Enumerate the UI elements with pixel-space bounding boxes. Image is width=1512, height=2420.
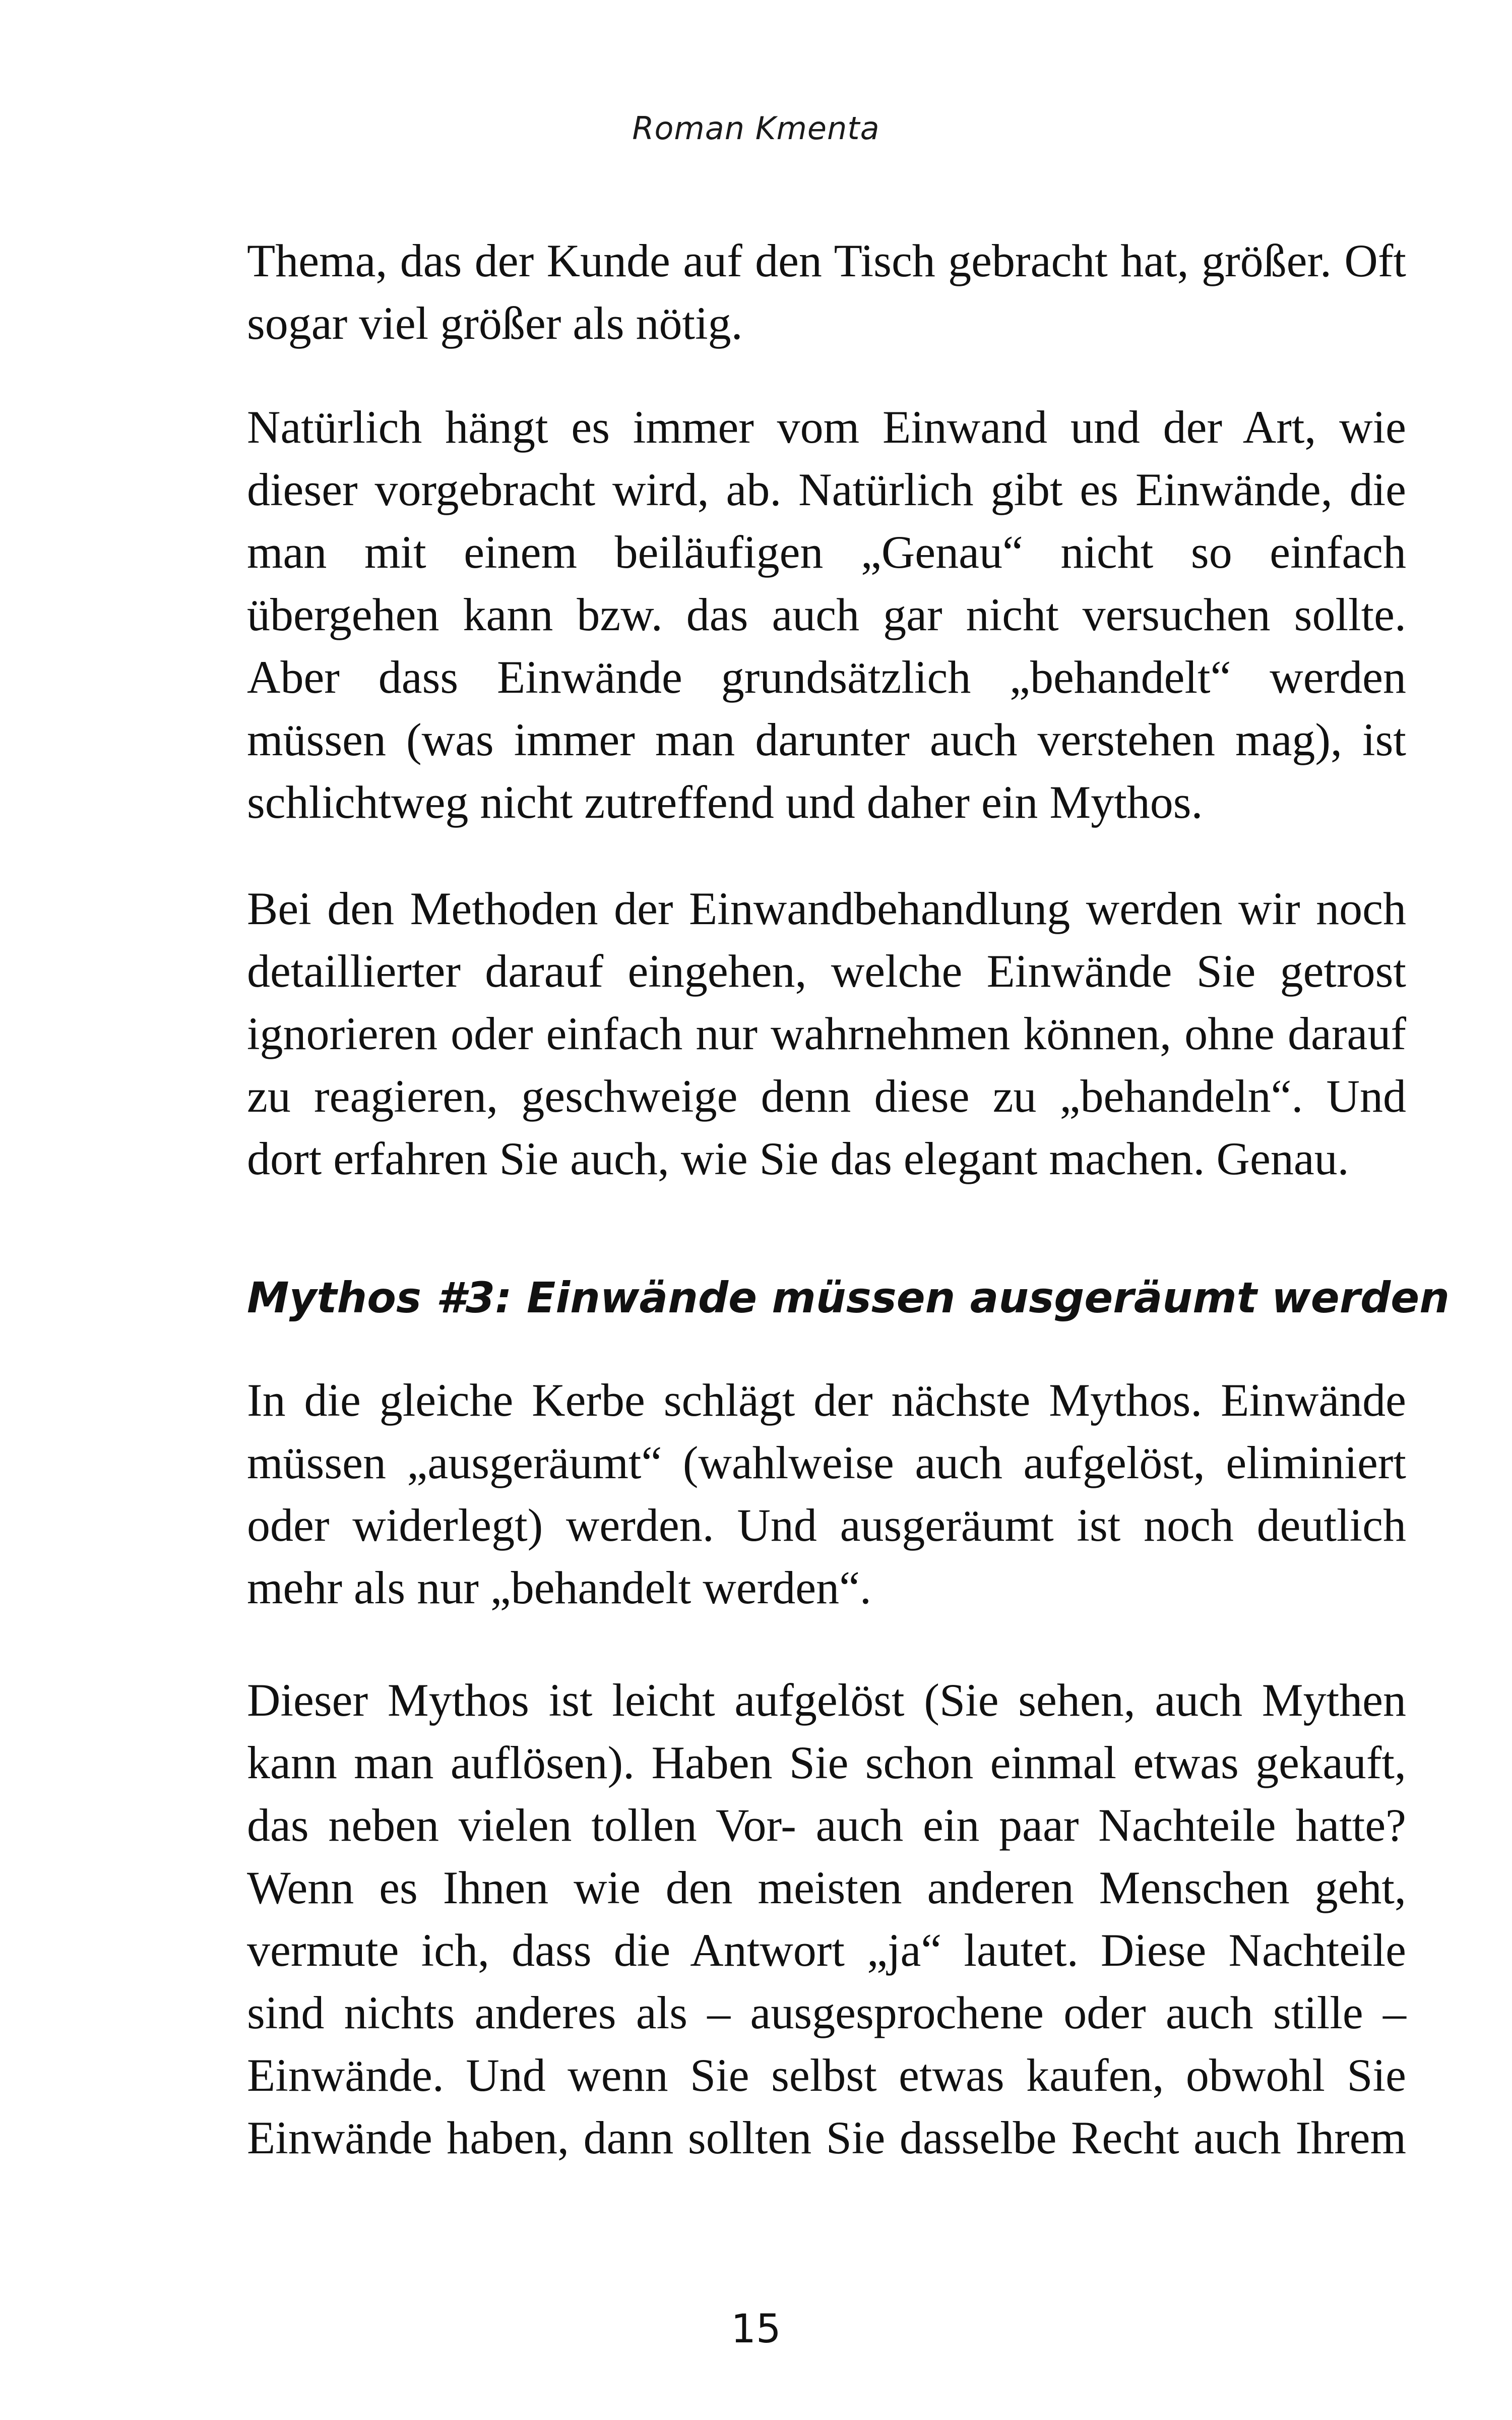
section-heading: Mythos #3: Einwände müssen ausgeräumt werden bbox=[247, 1273, 1450, 1322]
text-line: sind nichts anderes als – ausgesprochene oder auch stille – bbox=[247, 1987, 1406, 2038]
text-line: müssen (was immer man darunter auch verstehen mag), ist bbox=[247, 714, 1406, 765]
text-line: Wenn es Ihnen wie den meisten anderen Menschen geht, bbox=[247, 1862, 1406, 1913]
text-line: Dieser Mythos ist leicht aufgelöst (Sie sehen, auch Mythen bbox=[247, 1674, 1406, 1726]
text-line: mehr als nur „behandelt werden“. bbox=[247, 1562, 871, 1613]
text-line: übergehen kann bzw. das auch gar nicht versuchen sollte. bbox=[247, 589, 1406, 640]
text-line: kann man auflösen). Haben Sie schon einmal etwas gekauft, bbox=[247, 1737, 1406, 1788]
paragraph bbox=[247, 877, 1406, 1190]
text-line: müssen „ausgeräumt“ (wahlweise auch aufgelöst, eliminiert bbox=[247, 1437, 1406, 1488]
page-number: 15 bbox=[731, 2307, 781, 2352]
paragraph bbox=[247, 1669, 1406, 2169]
text-line: Aber dass Einwände grundsätzlich „behandelt“ werden bbox=[247, 651, 1406, 703]
text-line: Thema, das der Kunde auf den Tisch gebracht hat, größer. Oft bbox=[247, 235, 1406, 286]
text-line: Einwände. Und wenn Sie selbst etwas kaufen, obwohl Sie bbox=[247, 2049, 1406, 2101]
text-line: Bei den Methoden der Einwandbehandlung werden wir noch bbox=[247, 883, 1406, 934]
text-line: schlichtweg nicht zutreffend und daher ein Mythos. bbox=[247, 776, 1203, 828]
text-line: dort erfahren Sie auch, wie Sie das elegant machen. Genau. bbox=[247, 1133, 1349, 1184]
text-line: In die gleiche Kerbe schlägt der nächste Mythos. Einwände bbox=[247, 1374, 1406, 1426]
text-line: detaillierter darauf eingehen, welche Einwände Sie getrost bbox=[247, 945, 1406, 997]
paragraph bbox=[247, 1369, 1406, 1619]
text-line: das neben vielen tollen Vor- auch ein paar Nachteile hatte? bbox=[247, 1799, 1406, 1851]
text-line: vermute ich, dass die Antwort „ja“ lautet. Diese Nachteile bbox=[247, 1924, 1406, 1976]
text-line: Einwände haben, dann sollten Sie dasselbe Recht auch Ihrem bbox=[247, 2112, 1406, 2163]
paragraph bbox=[247, 396, 1406, 833]
text-line: oder widerlegt) werden. Und ausgeräumt ist noch deutlich bbox=[247, 1499, 1406, 1551]
text-line: ignorieren oder einfach nur wahrnehmen können, ohne darauf bbox=[247, 1008, 1406, 1059]
paragraph bbox=[247, 229, 1406, 354]
text-line: sogar viel größer als nötig. bbox=[247, 297, 743, 349]
text-line: zu reagieren, geschweige denn diese zu „behandeln“. Und bbox=[247, 1070, 1406, 1122]
text-line: Natürlich hängt es immer vom Einwand und der Art, wie bbox=[247, 401, 1406, 453]
running-header-author: Roman Kmenta bbox=[632, 110, 880, 147]
text-line: man mit einem beiläufigen „Genau“ nicht so einfach bbox=[247, 526, 1406, 578]
text-line: dieser vorgebracht wird, ab. Natürlich gibt es Einwände, die bbox=[247, 464, 1406, 515]
